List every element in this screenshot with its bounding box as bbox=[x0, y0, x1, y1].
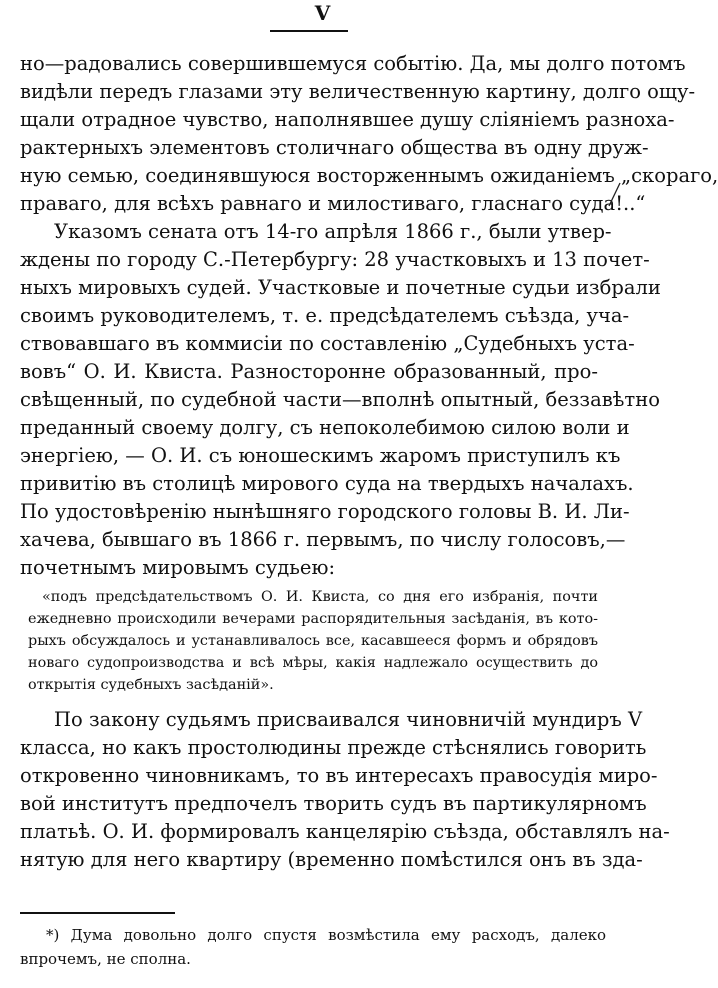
text-line: видѣли передъ глазами эту величественную картину, долго ощу- bbox=[20, 80, 696, 103]
footnote-line: *) Дума довольно долго спустя возмѣстила ему расходъ, далеко bbox=[46, 926, 606, 944]
text-line: класса, но какъ простолюдины прежде стѣснялись говорить bbox=[20, 736, 647, 759]
text-line: рактерныхъ элементовъ столичнаго общества въ одну друж- bbox=[20, 136, 649, 159]
text-line: откровенно чиновникамъ, то въ интересахъ правосудія миро- bbox=[20, 764, 658, 787]
text-line: но—радовались совершившемуся событію. Да, мы долго потомъ bbox=[20, 52, 686, 75]
quote-line: «подъ предсѣдательствомъ О. И. Квиста, со дня его избранія, почти bbox=[42, 589, 598, 605]
text-line: ствовавшаго въ коммисіи по составленію „Судебныхъ уста- bbox=[20, 332, 635, 355]
text-line: нятую для него квартиру (временно помѣстился онъ въ зда- bbox=[20, 848, 643, 871]
text-line: По удостовѣренію нынѣшняго городского головы В. И. Ли- bbox=[20, 500, 630, 523]
text-line: почетнымъ мировымъ судьею: bbox=[20, 556, 336, 579]
text-line: По закону судьямъ присваивался чиновничій мундиръ V bbox=[54, 708, 643, 731]
text-line: свѣщенный, по судебной части—вполнѣ опытный, беззавѣтно bbox=[20, 388, 660, 411]
footnote-rule bbox=[20, 912, 175, 914]
page-header bbox=[0, 2, 636, 24]
text-line: энергіею, — О. И. съ юношескимъ жаромъ приступилъ къ bbox=[20, 444, 621, 467]
text-line: вовъ“ О. И. Квиста. Разносторонне образованный, про- bbox=[20, 360, 598, 383]
text-line: своимъ руководителемъ, т. е. предсѣдателемъ съѣзда, уча- bbox=[20, 304, 630, 327]
text-line: преданный своему долгу, съ непоколебимою силою воли и bbox=[20, 416, 630, 439]
text-line: праваго, для всѣхъ равнаго и милостиваго, гласнаго суда!..“ bbox=[20, 192, 646, 215]
quote-line: ежедневно происходили вечерами распорядительныя засѣданія, въ кото- bbox=[28, 611, 598, 627]
text-line: привитію въ столицѣ мирового суда на твердыхъ началахъ. bbox=[20, 472, 634, 495]
header-rule bbox=[270, 30, 348, 32]
text-line: ныхъ мировыхъ судей. Участковые и почетные судьи избрали bbox=[20, 276, 661, 299]
page-number: V bbox=[314, 1, 332, 25]
text-line: Указомъ сената отъ 14-го апрѣля 1866 г., были утвер- bbox=[54, 220, 612, 243]
text-line: щали отрадное чувство, наполнявшее душу сліяніемъ разноха- bbox=[20, 108, 675, 131]
margin-pencil-mark bbox=[606, 180, 622, 210]
quote-line: рыхъ обсуждалось и устанавливалось все, касавшееся формъ и обрядовъ bbox=[28, 633, 598, 649]
text-line: хачева, бывшаго въ 1866 г. первымъ, по числу голосовъ,— bbox=[20, 528, 626, 551]
footnote-line: впрочемъ, не сполна. bbox=[20, 950, 191, 968]
text-line: платьѣ. О. И. формировалъ канцелярію съѣзда, обставлялъ на- bbox=[20, 820, 670, 843]
quote-line: открытія судебныхъ засѣданій». bbox=[28, 677, 274, 693]
quote-line: новаго судопроизводства и всѣ мѣры, какія надлежало осуществить до bbox=[28, 655, 598, 671]
text-line: ждены по городу С.-Петербургу: 28 участковыхъ и 13 почет- bbox=[20, 248, 650, 271]
text-line: вой институтъ предпочелъ творить судъ въ партикулярномъ bbox=[20, 792, 647, 815]
text-line: ную семью, соединявшуюся восторженнымъ ожиданіемъ „скораго, bbox=[20, 164, 718, 187]
